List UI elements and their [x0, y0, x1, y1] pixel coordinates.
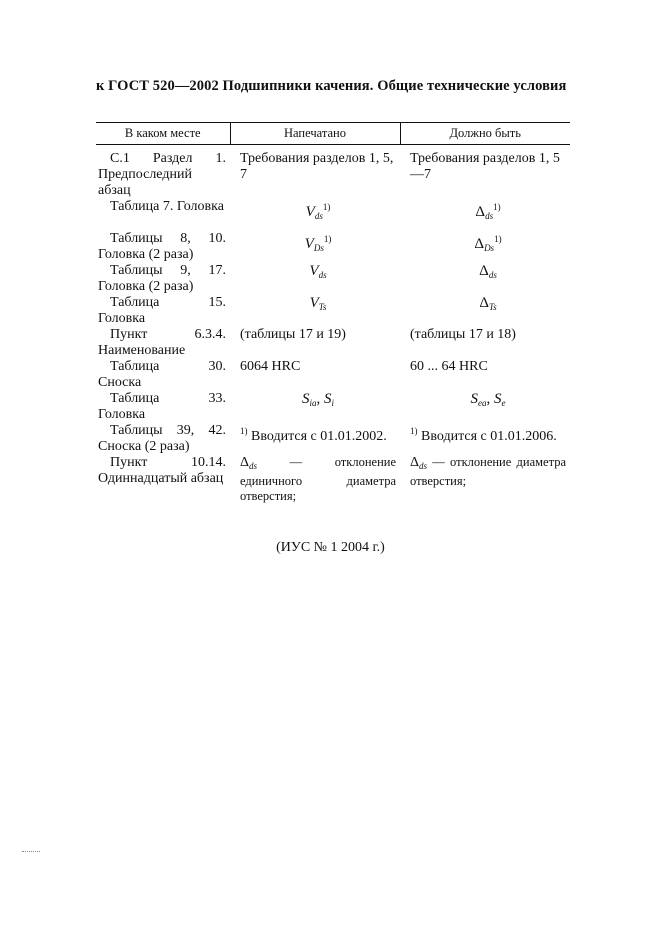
document-title: к ГОСТ 520—2002 Подшипники качения. Общие технические условия: [96, 78, 567, 94]
cell-place: Таблица 30. Сноска: [98, 359, 226, 390]
margin-mark: [22, 851, 40, 855]
cell-printed: $V_{Ds}^{1)}$: [304, 234, 332, 253]
cell-correct: (таблицы 17 и 18): [410, 327, 516, 342]
cell-place: С.1 Раздел 1. Предпоследний абзац: [98, 151, 226, 198]
cell-place: Таблицы 8, 10. Головка (2 раза): [98, 231, 226, 262]
cell-printed: (таблицы 17 и 19): [240, 327, 346, 342]
cell-correct: $\Delta_{Ts}$: [479, 295, 497, 312]
cell-printed: $\Delta_{ds}$ — отклонение единичного диаметра отверстия;: [240, 455, 396, 503]
header-place: В каком месте: [96, 123, 230, 145]
cell-printed: $V_{ds}^{1)}$: [305, 202, 331, 221]
cell-printed: $V_{Ts}$: [309, 295, 327, 312]
source-reference: (ИУС № 1 2004 г.): [276, 540, 385, 555]
cell-place: Таблица 7. Головка: [110, 199, 224, 214]
table-row: [96, 423, 570, 455]
cell-place: Таблицы 39, 42. Сноска (2 раза): [98, 423, 226, 454]
table-row: [96, 231, 570, 263]
cell-correct: $\Delta_{ds}$ — отклонение диаметра отверстия;: [410, 455, 567, 488]
cell-printed: 6064 HRC: [240, 359, 301, 374]
table-row: [96, 327, 570, 359]
cell-place: Таблицы 9, 17. Головка (2 раза): [98, 263, 226, 294]
cell-correct: $\Delta_{Ds}^{1)}$: [474, 234, 502, 253]
table-row: [96, 295, 570, 327]
cell-correct: $\Delta_{ds}$: [479, 263, 497, 280]
cell-correct: $S_{ea}$, $S_e$: [470, 391, 506, 408]
cell-place: Таблица 15. Головка: [98, 295, 226, 326]
table-row: [96, 455, 570, 504]
cell-printed: $^{1)}$ Вводится с 01.01.2002.: [240, 426, 387, 444]
table-row: [96, 391, 570, 423]
table-row: [96, 263, 570, 295]
cell-place: Таблица 33. Головка: [98, 391, 226, 422]
cell-printed: $V_{ds}$: [309, 263, 327, 280]
cell-correct: $^{1)}$ Вводится с 01.01.2006.: [410, 426, 557, 444]
cell-place: Пункт 6.3.4. Наименование: [98, 327, 226, 358]
errata-table: [96, 122, 570, 504]
cell-correct: Требования разделов 1, 5—7: [410, 151, 560, 182]
header-correct: Должно быть: [400, 123, 570, 145]
cell-place: Пункт 10.14. Одиннадцатый абзац: [98, 455, 226, 486]
table-row: [96, 199, 570, 231]
table-row: [96, 359, 570, 391]
table-row: [96, 145, 570, 200]
cell-printed: Требования разделов 1, 5, 7: [240, 151, 394, 182]
cell-correct: $\Delta_{ds}^{1)}$: [475, 202, 501, 221]
header-printed: Напечатано: [230, 123, 400, 145]
cell-printed: $S_{ia}$, $S_i$: [301, 391, 335, 408]
table-header-row: [96, 123, 570, 145]
cell-correct: 60 ... 64 HRC: [410, 359, 488, 374]
